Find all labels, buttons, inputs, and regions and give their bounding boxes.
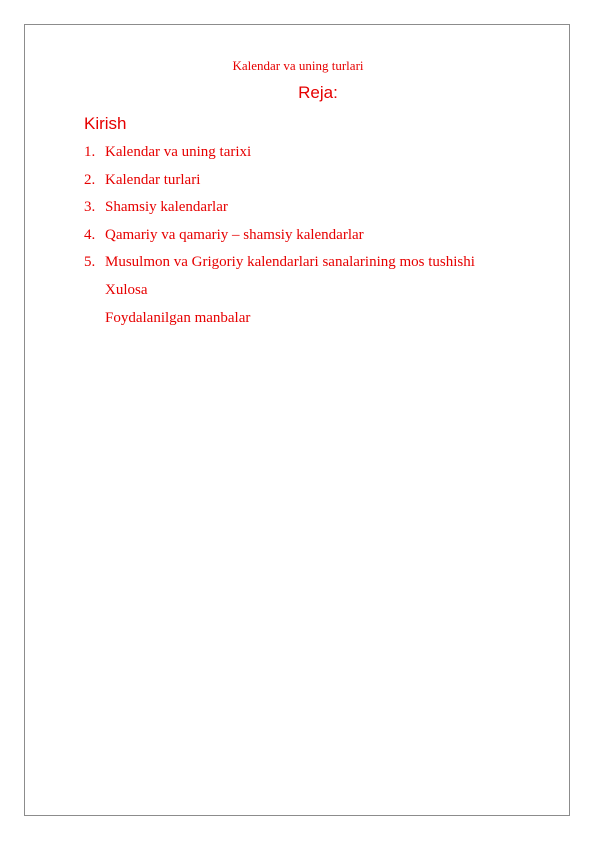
list-item (84, 199, 228, 216)
list-item-label: Qamariy va qamariy – shamsiy kalendarlar (105, 227, 364, 243)
list-item-number: 5. (84, 254, 96, 270)
list-item-number: 4. (84, 227, 96, 243)
list-item-label: Kalendar turlari (105, 172, 201, 188)
document-title: Kalendar va uning turlari (232, 58, 364, 73)
plan-heading: Reja: (298, 83, 338, 102)
list-item (84, 144, 251, 161)
sources-item: Foydalanilgan manbalar (105, 310, 251, 326)
list-item-label: Musulmon va Grigoriy kalendarlari sanalarining mos tushishi (105, 254, 475, 270)
page-border (24, 24, 570, 816)
list-item-label: Shamsiy kalendarlar (105, 199, 228, 215)
list-item (84, 172, 200, 189)
list-item (84, 227, 364, 244)
intro-item: Kirish (84, 114, 127, 133)
list-item-number: 2. (84, 172, 96, 188)
conclusion-item: Xulosa (105, 282, 148, 298)
list-item-label: Kalendar va uning tarixi (105, 144, 252, 160)
list-item-number: 1. (84, 144, 96, 160)
list-item-number: 3. (84, 199, 96, 215)
list-item (84, 254, 475, 271)
